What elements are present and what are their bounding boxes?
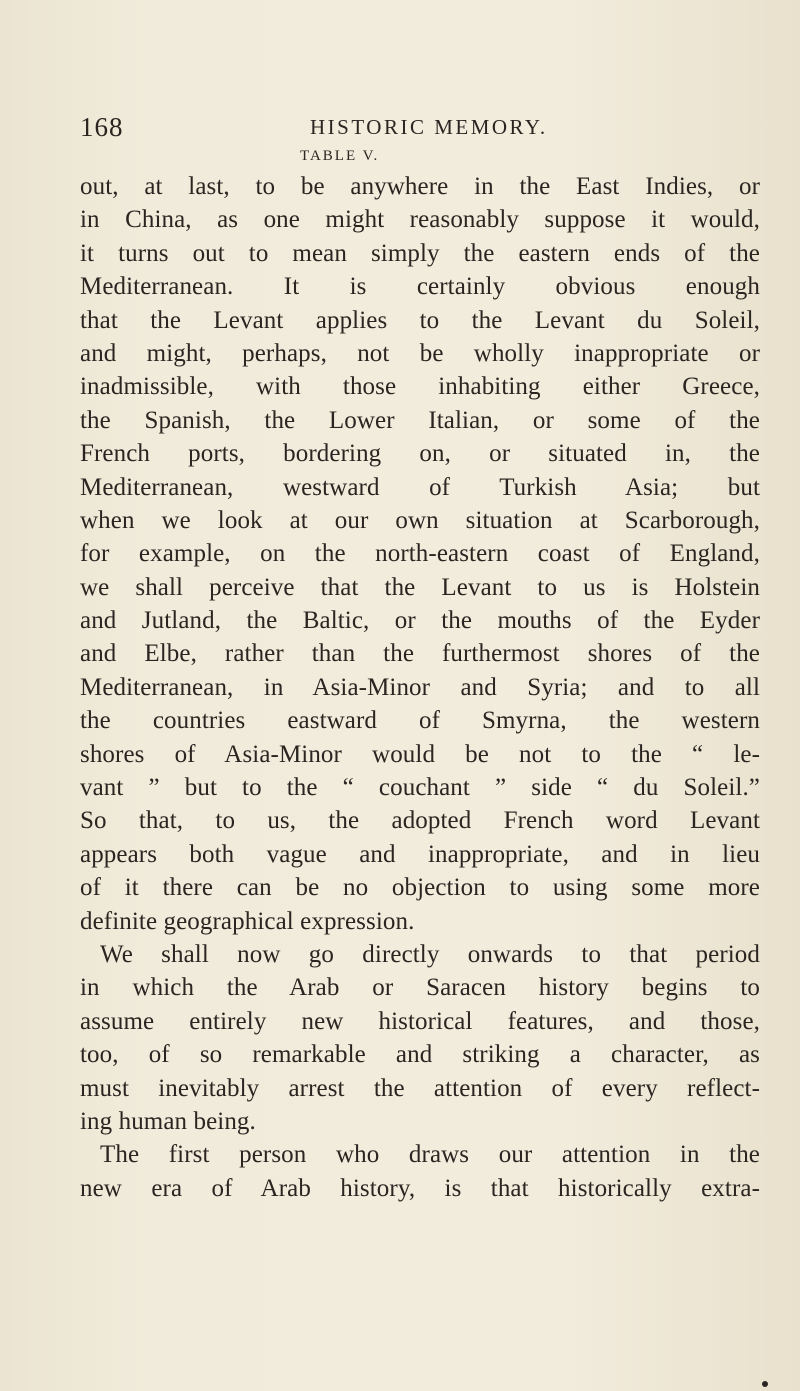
- text-line: must inevitably arrest the attention of every reflect-: [80, 1074, 760, 1102]
- text-line: the countries eastward of Smyrna, the western: [80, 707, 760, 735]
- running-title: HISTORIC MEMORY.: [310, 115, 548, 139]
- text-line: appears both vague and inappropriate, and in lieu: [80, 840, 760, 868]
- ink-speck: [762, 1381, 768, 1387]
- body-text: [80, 170, 760, 1205]
- running-head: [80, 112, 740, 142]
- text-line: inadmissible, with those inhabiting either Greece,: [80, 373, 760, 401]
- text-line: the Spanish, the Lower Italian, or some of the: [80, 406, 760, 434]
- text-line: French ports, bordering on, or situated in, the: [80, 440, 760, 468]
- text-line: in which the Arab or Saracen history begins to: [80, 974, 760, 1002]
- text-line: So that, to us, the adopted French word Levant: [80, 807, 760, 835]
- table-label: TABLE V.: [300, 148, 380, 164]
- text-line: Mediterranean, westward of Turkish Asia; but: [80, 473, 760, 501]
- text-line: The first person who draws our attention in the: [100, 1141, 760, 1169]
- text-line: Mediterranean. It is certainly obvious enough: [80, 273, 760, 301]
- text-line: definite geographical expression.: [80, 907, 415, 935]
- text-line: and Jutland, the Baltic, or the mouths of the Eyder: [80, 607, 760, 635]
- text-line: vant ” but to the “ couchant ” side “ du Soleil.”: [80, 774, 760, 802]
- text-line: assume entirely new historical features, and those,: [80, 1007, 760, 1035]
- page-number: 168: [80, 112, 124, 142]
- text-line: it turns out to mean simply the eastern ends of the: [80, 239, 760, 267]
- text-line: out, at last, to be anywhere in the East Indies, or: [80, 173, 760, 200]
- text-line: that the Levant applies to the Levant du Soleil,: [80, 306, 760, 334]
- text-line: new era of Arab history, is that historically extra-: [80, 1174, 760, 1202]
- text-line: ing human being.: [80, 1107, 256, 1135]
- text-line: shores of Asia-Minor would be not to the “ le-: [80, 740, 760, 768]
- text-line: in China, as one might reasonably suppose it would,: [80, 206, 760, 234]
- text-line: and Elbe, rather than the furthermost shores of the: [80, 640, 760, 668]
- text-line: Mediterranean, in Asia-Minor and Syria; and to all: [80, 673, 760, 701]
- text-line: We shall now go directly onwards to that period: [100, 940, 760, 968]
- text-line: too, of so remarkable and striking a character, as: [80, 1041, 760, 1069]
- text-line: we shall perceive that the Levant to us is Holstein: [80, 573, 760, 601]
- text-line: and might, perhaps, not be wholly inappropriate or: [80, 339, 760, 367]
- text-line: of it there can be no objection to using some more: [80, 874, 760, 902]
- text-line: for example, on the north-eastern coast of England,: [80, 540, 760, 568]
- text-line: when we look at our own situation at Scarborough,: [80, 506, 760, 534]
